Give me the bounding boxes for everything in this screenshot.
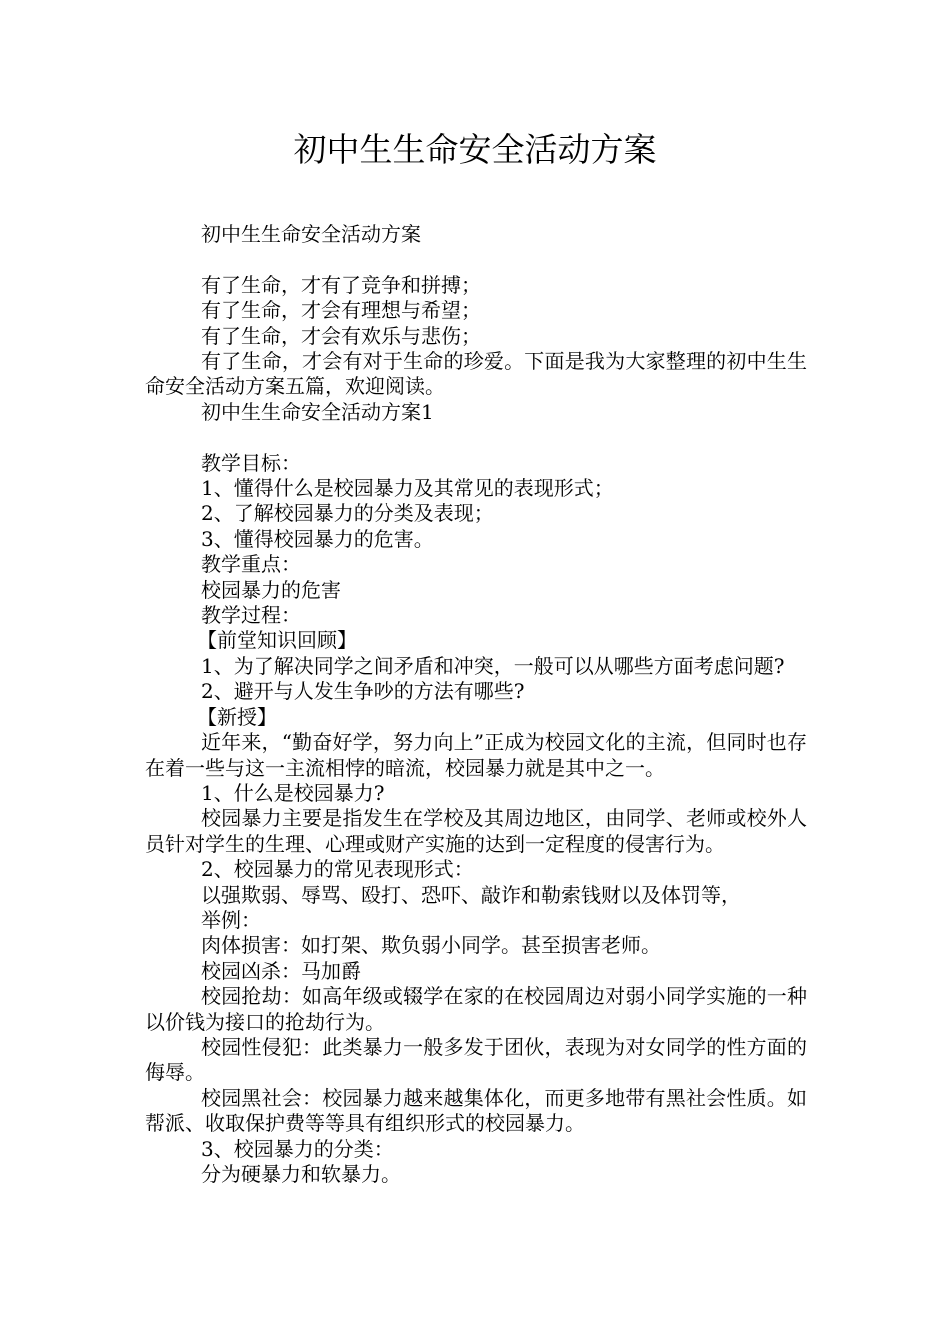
paragraph: 2、校园暴力的常见表现形式：: [201, 857, 474, 882]
paragraph: 校园暴力主要是指发生在学校及其周边地区，由同学、老师或校外人员针对学生的生理、心理或财产实施的达到一定程度的侵害行为。: [145, 806, 807, 856]
paragraph: 教学过程：: [201, 603, 301, 628]
section-heading: 【新授】: [197, 704, 277, 729]
paragraph: 教学目标：: [201, 450, 301, 475]
paragraph: 有了生命，才有了竞争和拼搏；: [201, 272, 481, 297]
paragraph: 校园黑社会：校园暴力越来越集体化，而更多地带有黑社会性质。如帮派、收取保护费等等具有组织形式的校园暴力。: [145, 1085, 807, 1136]
paragraph: 举例：: [201, 907, 261, 932]
paragraph: 1、为了解决同学之间矛盾和冲突，一般可以从哪些方面考虑问题?: [201, 653, 785, 678]
paragraph: 肉体损害：如打架、欺负弱小同学。甚至损害老师。: [201, 933, 661, 958]
document-body: [145, 222, 807, 1187]
paragraph: 校园性侵犯：此类暴力一般多发于团伙，表现为对女同学的性方面的侮辱。: [145, 1034, 807, 1085]
paragraph: 以强欺弱、辱骂、殴打、恐吓、敲诈和勒索钱财以及体罚等，: [201, 882, 741, 907]
paragraph: 3、懂得校园暴力的危害。: [201, 526, 434, 551]
paragraph: 有了生命，才会有对于生命的珍爱。下面是我为大家整理的初中生生命安全活动方案五篇，欢迎阅读。: [145, 349, 807, 399]
paragraph: 2、了解校园暴力的分类及表现；: [201, 501, 494, 526]
paragraph: 教学重点：: [201, 552, 301, 577]
paragraph: 分为硬暴力和软暴力。: [201, 1162, 401, 1186]
paragraph: 初中生生命安全活动方案: [201, 222, 421, 246]
blank-line: [145, 425, 807, 450]
blank-line: [145, 247, 807, 272]
paragraph: 校园暴力的危害: [201, 577, 341, 602]
paragraph: 有了生命，才会有理想与希望；: [201, 298, 481, 323]
paragraph: 校园凶杀：马加爵: [201, 958, 361, 983]
paragraph: 3、校园暴力的分类：: [201, 1136, 394, 1161]
paragraph: 有了生命，才会有欢乐与悲伤；: [201, 323, 481, 348]
paragraph: 近年来，“勤奋好学，努力向上”正成为校园文化的主流，但同时也存在着一些与这一主流相悖的暗流，校园暴力就是其中之一。: [145, 730, 807, 780]
paragraph: 2、避开与人发生争吵的方法有哪些?: [201, 679, 525, 704]
paragraph: 1、懂得什么是校园暴力及其常见的表现形式；: [201, 476, 614, 501]
section-heading: 【前堂知识回顾】: [197, 628, 357, 653]
paragraph: 初中生生命安全活动方案1: [201, 399, 434, 424]
paragraph: 校园抢劫：如高年级或辍学在家的在校园周边对弱小同学实施的一种以价钱为接口的抢劫行为。: [145, 984, 807, 1034]
document-title: 初中生生命安全活动方案: [293, 130, 657, 169]
paragraph: 1、什么是校园暴力?: [201, 780, 385, 805]
